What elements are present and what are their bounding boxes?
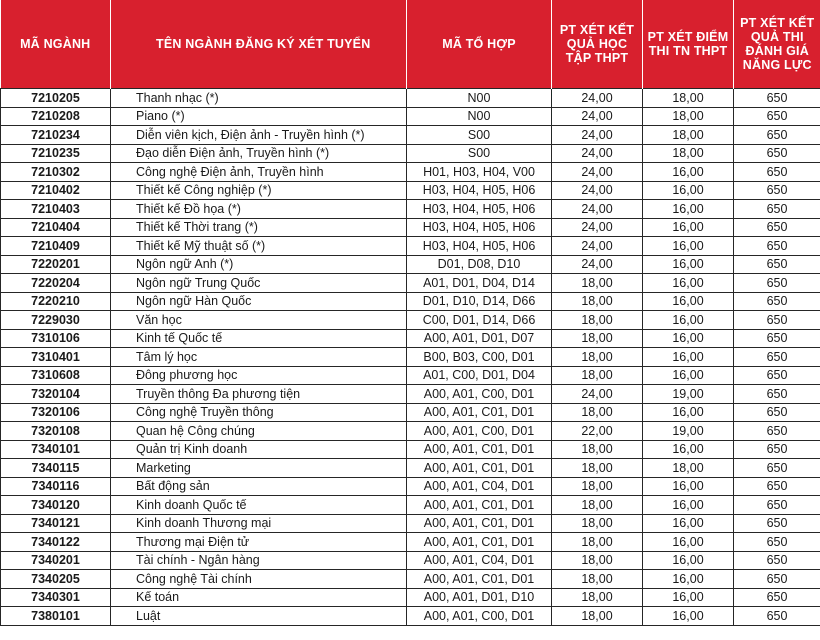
cell-hoc-tap: 24,00 (552, 126, 643, 145)
cell-name: Kinh doanh Thương mại (111, 514, 407, 533)
cell-diem-thi: 18,00 (643, 107, 734, 126)
table-row (1, 348, 820, 367)
cell-combo: A00, A01, C01, D01 (407, 403, 552, 422)
cell-code: 7340122 (1, 533, 111, 552)
table-row (1, 311, 820, 330)
cell-combo: C00, D01, D14, D66 (407, 311, 552, 330)
table-row (1, 533, 820, 552)
cell-code: 7310608 (1, 366, 111, 385)
cell-code: 7340101 (1, 440, 111, 459)
cell-code: 7210234 (1, 126, 111, 145)
cell-combo: H01, H03, H04, V00 (407, 163, 552, 182)
cell-combo: N00 (407, 89, 552, 108)
table-row (1, 440, 820, 459)
cell-diem-thi: 16,00 (643, 348, 734, 367)
cell-diem-thi: 16,00 (643, 329, 734, 348)
cell-diem-thi: 16,00 (643, 588, 734, 607)
cell-nang-luc: 650 (734, 385, 820, 404)
cell-combo: H03, H04, H05, H06 (407, 218, 552, 237)
header-name: TÊN NGÀNH ĐĂNG KÝ XÉT TUYỂN (111, 0, 407, 89)
cell-hoc-tap: 24,00 (552, 200, 643, 219)
cell-hoc-tap: 18,00 (552, 570, 643, 589)
cell-diem-thi: 16,00 (643, 181, 734, 200)
cell-name: Thiết kế Mỹ thuật số (*) (111, 237, 407, 256)
table-row (1, 459, 820, 478)
cell-diem-thi: 16,00 (643, 366, 734, 385)
cell-name: Công nghệ Điện ảnh, Truyền hình (111, 163, 407, 182)
cell-hoc-tap: 24,00 (552, 181, 643, 200)
table-row (1, 477, 820, 496)
cell-name: Bất động sản (111, 477, 407, 496)
cell-hoc-tap: 24,00 (552, 107, 643, 126)
cell-name: Thiết kế Thời trang (*) (111, 218, 407, 237)
cell-name: Kinh tế Quốc tế (111, 329, 407, 348)
cell-nang-luc: 650 (734, 403, 820, 422)
cell-name: Tài chính - Ngân hàng (111, 551, 407, 570)
cell-diem-thi: 16,00 (643, 274, 734, 293)
cell-nang-luc: 650 (734, 588, 820, 607)
cell-code: 7320106 (1, 403, 111, 422)
cell-nang-luc: 650 (734, 607, 820, 626)
cell-combo: A01, D01, D04, D14 (407, 274, 552, 293)
cell-diem-thi: 16,00 (643, 255, 734, 274)
cell-code: 7340205 (1, 570, 111, 589)
cell-combo: A01, C00, D01, D04 (407, 366, 552, 385)
table-row (1, 422, 820, 441)
cell-name: Công nghệ Truyền thông (111, 403, 407, 422)
cell-name: Quản trị Kinh doanh (111, 440, 407, 459)
cell-code: 7220204 (1, 274, 111, 293)
cell-diem-thi: 16,00 (643, 477, 734, 496)
cell-hoc-tap: 24,00 (552, 163, 643, 182)
cell-nang-luc: 650 (734, 126, 820, 145)
cell-name: Ngôn ngữ Trung Quốc (111, 274, 407, 293)
cell-hoc-tap: 18,00 (552, 329, 643, 348)
cell-code: 7210235 (1, 144, 111, 163)
cell-nang-luc: 650 (734, 274, 820, 293)
cell-diem-thi: 16,00 (643, 551, 734, 570)
cell-code: 7210404 (1, 218, 111, 237)
cell-combo: A00, A01, C00, D01 (407, 385, 552, 404)
cell-nang-luc: 650 (734, 366, 820, 385)
cell-hoc-tap: 18,00 (552, 311, 643, 330)
cell-diem-thi: 18,00 (643, 459, 734, 478)
cell-diem-thi: 16,00 (643, 163, 734, 182)
table-row (1, 514, 820, 533)
cell-nang-luc: 650 (734, 477, 820, 496)
cell-nang-luc: 650 (734, 144, 820, 163)
cell-nang-luc: 650 (734, 181, 820, 200)
cell-code: 7340120 (1, 496, 111, 515)
cell-code: 7210409 (1, 237, 111, 256)
header-code: MÃ NGÀNH (1, 0, 111, 89)
cell-name: Ngôn ngữ Anh (*) (111, 255, 407, 274)
cell-name: Đạo diễn Điện ảnh, Truyền hình (*) (111, 144, 407, 163)
cell-hoc-tap: 24,00 (552, 255, 643, 274)
cell-hoc-tap: 24,00 (552, 89, 643, 108)
cell-code: 7210403 (1, 200, 111, 219)
cell-hoc-tap: 18,00 (552, 403, 643, 422)
cell-combo: N00 (407, 107, 552, 126)
cell-code: 7210208 (1, 107, 111, 126)
cell-combo: D01, D08, D10 (407, 255, 552, 274)
cell-nang-luc: 650 (734, 311, 820, 330)
cell-name: Kế toán (111, 588, 407, 607)
cell-combo: H03, H04, H05, H06 (407, 181, 552, 200)
cell-name: Thương mại Điện tử (111, 533, 407, 552)
cell-code: 7340121 (1, 514, 111, 533)
cell-nang-luc: 650 (734, 107, 820, 126)
table-row (1, 292, 820, 311)
table-row (1, 551, 820, 570)
cell-diem-thi: 16,00 (643, 200, 734, 219)
cell-nang-luc: 650 (734, 422, 820, 441)
cell-hoc-tap: 24,00 (552, 218, 643, 237)
cell-diem-thi: 19,00 (643, 422, 734, 441)
cell-name: Ngôn ngữ Hàn Quốc (111, 292, 407, 311)
cell-combo: A00, A01, D01, D10 (407, 588, 552, 607)
table-row (1, 218, 820, 237)
cell-hoc-tap: 18,00 (552, 274, 643, 293)
cell-nang-luc: 650 (734, 89, 820, 108)
cell-diem-thi: 16,00 (643, 440, 734, 459)
table-row (1, 385, 820, 404)
cell-name: Quan hệ Công chúng (111, 422, 407, 441)
cell-diem-thi: 16,00 (643, 514, 734, 533)
cell-hoc-tap: 18,00 (552, 514, 643, 533)
cell-diem-thi: 16,00 (643, 533, 734, 552)
cell-nang-luc: 650 (734, 533, 820, 552)
table-header-row (1, 0, 820, 89)
table-row (1, 496, 820, 515)
cell-code: 7210302 (1, 163, 111, 182)
cell-nang-luc: 650 (734, 440, 820, 459)
table-row (1, 255, 820, 274)
cell-code: 7220210 (1, 292, 111, 311)
cell-hoc-tap: 24,00 (552, 237, 643, 256)
cell-code: 7229030 (1, 311, 111, 330)
table-row (1, 181, 820, 200)
cell-code: 7310401 (1, 348, 111, 367)
cell-code: 7340116 (1, 477, 111, 496)
cell-nang-luc: 650 (734, 514, 820, 533)
table-row (1, 107, 820, 126)
cell-diem-thi: 18,00 (643, 144, 734, 163)
cell-diem-thi: 19,00 (643, 385, 734, 404)
table-row (1, 274, 820, 293)
cell-hoc-tap: 18,00 (552, 292, 643, 311)
cell-nang-luc: 650 (734, 551, 820, 570)
cell-nang-luc: 650 (734, 255, 820, 274)
table-row (1, 89, 820, 108)
cell-code: 7320108 (1, 422, 111, 441)
cell-combo: A00, A01, C01, D01 (407, 570, 552, 589)
table-row (1, 588, 820, 607)
cell-code: 7340301 (1, 588, 111, 607)
cell-code: 7380101 (1, 607, 111, 626)
cell-combo: A00, A01, C04, D01 (407, 477, 552, 496)
cell-hoc-tap: 18,00 (552, 588, 643, 607)
cell-hoc-tap: 18,00 (552, 440, 643, 459)
table-body (1, 89, 820, 626)
cell-name: Công nghệ Tài chính (111, 570, 407, 589)
cell-combo: D01, D10, D14, D66 (407, 292, 552, 311)
cell-diem-thi: 18,00 (643, 126, 734, 145)
cell-combo: A00, A01, C00, D01 (407, 607, 552, 626)
table-row (1, 200, 820, 219)
cell-diem-thi: 16,00 (643, 403, 734, 422)
cell-nang-luc: 650 (734, 292, 820, 311)
cell-hoc-tap: 18,00 (552, 533, 643, 552)
cell-diem-thi: 18,00 (643, 89, 734, 108)
cell-hoc-tap: 24,00 (552, 144, 643, 163)
cell-combo: A00, A01, C01, D01 (407, 440, 552, 459)
cell-nang-luc: 650 (734, 163, 820, 182)
cell-diem-thi: 16,00 (643, 237, 734, 256)
cell-code: 7210205 (1, 89, 111, 108)
cell-nang-luc: 650 (734, 348, 820, 367)
table-row (1, 126, 820, 145)
cell-name: Thanh nhạc (*) (111, 89, 407, 108)
cell-nang-luc: 650 (734, 237, 820, 256)
cell-name: Piano (*) (111, 107, 407, 126)
cell-nang-luc: 650 (734, 218, 820, 237)
cell-code: 7220201 (1, 255, 111, 274)
header-nang-luc: PT XÉT KẾT QUẢ THI ĐÁNH GIÁ NĂNG LỰC (734, 0, 820, 89)
cell-nang-luc: 650 (734, 496, 820, 515)
table-row (1, 237, 820, 256)
cell-name: Thiết kế Công nghiệp (*) (111, 181, 407, 200)
cell-name: Luật (111, 607, 407, 626)
header-hoc-tap: PT XÉT KẾT QUẢ HỌC TẬP THPT (552, 0, 643, 89)
cell-hoc-tap: 18,00 (552, 496, 643, 515)
cell-nang-luc: 650 (734, 459, 820, 478)
cell-hoc-tap: 18,00 (552, 607, 643, 626)
cell-combo: A00, A01, C01, D01 (407, 459, 552, 478)
cell-hoc-tap: 18,00 (552, 551, 643, 570)
cell-combo: S00 (407, 126, 552, 145)
cell-diem-thi: 16,00 (643, 311, 734, 330)
cell-code: 7320104 (1, 385, 111, 404)
cell-name: Marketing (111, 459, 407, 478)
table-row (1, 163, 820, 182)
cell-combo: A00, A01, C01, D01 (407, 514, 552, 533)
cell-name: Tâm lý học (111, 348, 407, 367)
cell-code: 7340115 (1, 459, 111, 478)
cell-combo: A00, A01, C01, D01 (407, 533, 552, 552)
cell-combo: A00, A01, C04, D01 (407, 551, 552, 570)
table-row (1, 607, 820, 626)
cell-name: Đông phương học (111, 366, 407, 385)
cell-name: Thiết kế Đồ họa (*) (111, 200, 407, 219)
cell-hoc-tap: 18,00 (552, 459, 643, 478)
cell-diem-thi: 16,00 (643, 292, 734, 311)
cell-combo: A00, A01, C01, D01 (407, 496, 552, 515)
cell-code: 7210402 (1, 181, 111, 200)
table-row (1, 403, 820, 422)
table-row (1, 329, 820, 348)
cell-combo: A00, A01, C00, D01 (407, 422, 552, 441)
cell-diem-thi: 16,00 (643, 496, 734, 515)
cell-diem-thi: 16,00 (643, 607, 734, 626)
header-combo: MÃ TỔ HỢP (407, 0, 552, 89)
cell-name: Diễn viên kịch, Điện ảnh - Truyền hình (*) (111, 126, 407, 145)
cell-nang-luc: 650 (734, 200, 820, 219)
header-diem-thi: PT XÉT ĐIỂM THI TN THPT (643, 0, 734, 89)
cell-nang-luc: 650 (734, 329, 820, 348)
cell-diem-thi: 16,00 (643, 218, 734, 237)
cell-hoc-tap: 18,00 (552, 366, 643, 385)
table-row (1, 570, 820, 589)
cell-combo: H03, H04, H05, H06 (407, 237, 552, 256)
table-row (1, 366, 820, 385)
cell-hoc-tap: 22,00 (552, 422, 643, 441)
cell-diem-thi: 16,00 (643, 570, 734, 589)
cell-combo: A00, A01, D01, D07 (407, 329, 552, 348)
cell-hoc-tap: 24,00 (552, 385, 643, 404)
cell-hoc-tap: 18,00 (552, 477, 643, 496)
table-row (1, 144, 820, 163)
cell-hoc-tap: 18,00 (552, 348, 643, 367)
cell-combo: B00, B03, C00, D01 (407, 348, 552, 367)
cell-code: 7310106 (1, 329, 111, 348)
cell-combo: H03, H04, H05, H06 (407, 200, 552, 219)
cell-name: Truyền thông Đa phương tiện (111, 385, 407, 404)
cell-nang-luc: 650 (734, 570, 820, 589)
cell-combo: S00 (407, 144, 552, 163)
cell-name: Văn học (111, 311, 407, 330)
cell-name: Kinh doanh Quốc tế (111, 496, 407, 515)
cell-code: 7340201 (1, 551, 111, 570)
